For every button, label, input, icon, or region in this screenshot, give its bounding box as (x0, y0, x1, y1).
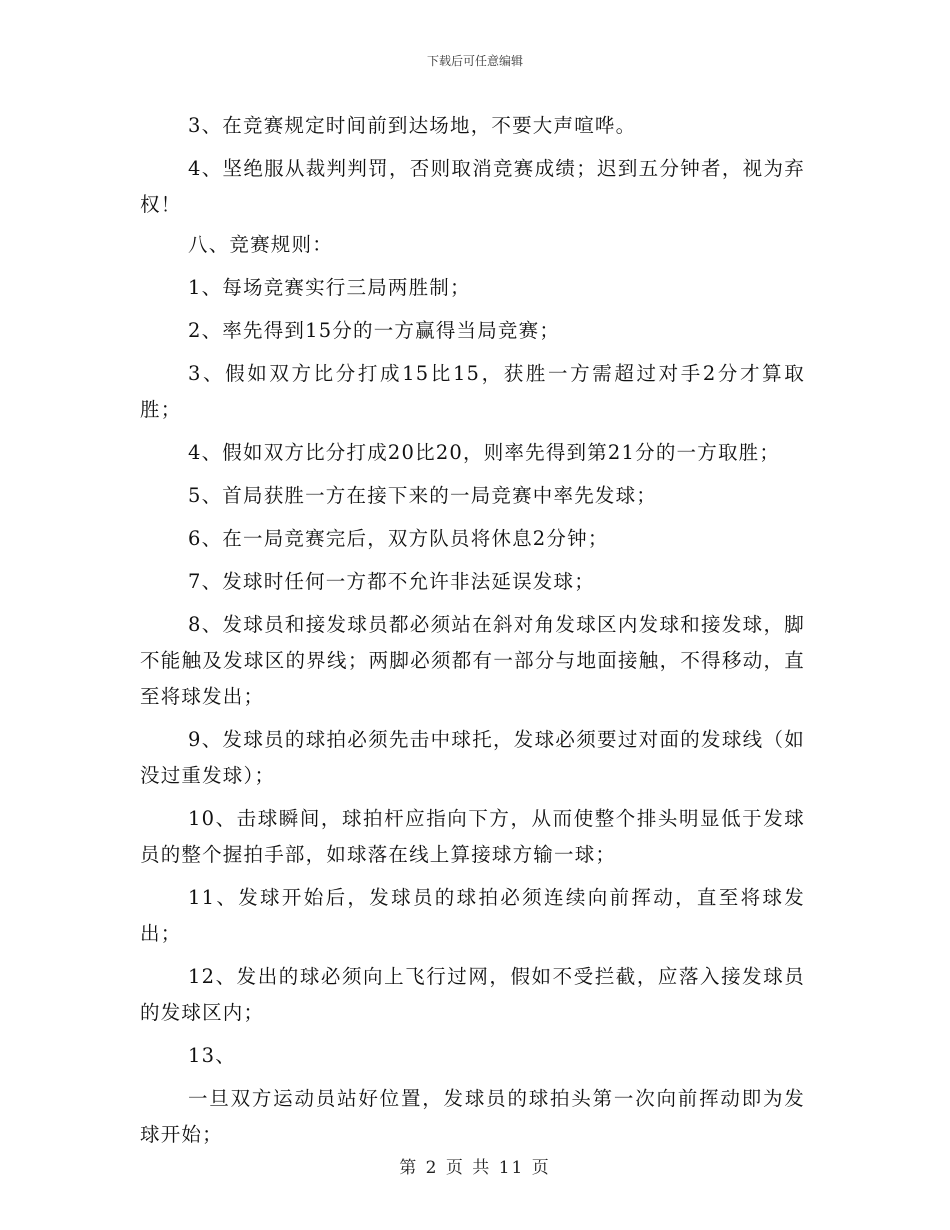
paragraph: 11、发球开始后，发球员的球拍必须连续向前挥动，直至将球发出； (140, 886, 805, 945)
paragraph: 3、在竞赛规定时间前到达场地，不要大声喧哗。 (188, 114, 637, 137)
page-header: 下载后可任意编辑 (426, 54, 523, 68)
paragraph: 3、假如双方比分打成15比15，获胜一方需超过对手2分才算取胜； (140, 362, 805, 421)
document-body (140, 108, 805, 1160)
paragraph: 12、发出的球必须向上飞行过网，假如不受拦截，应落入接发球员的发球区内； (140, 965, 805, 1024)
paragraph: 1、每场竞赛实行三局两胜制； (188, 276, 471, 299)
paragraph: 5、首局获胜一方在接下来的一局竞赛中率先发球； (188, 484, 658, 507)
paragraph: 13、 (188, 1044, 236, 1067)
paragraph: 4、假如双方比分打成20比20，则率先得到第21分的一方取胜； (188, 441, 781, 464)
paragraph: 10、击球瞬间，球拍杆应指向下方，从而使整个排头明显低于发球员的整个握拍手部，如球落在线上算接球方输一球； (140, 807, 805, 866)
paragraph: 9、发球员的球拍必须先击中球托，发球必须要过对面的发球线（如没过重发球）； (140, 728, 805, 787)
paragraph: 7、发球时任何一方都不允许非法延误发球； (188, 570, 595, 593)
section-heading: 八、竞赛规则： (188, 233, 333, 256)
page-number-footer: 第 2 页 共 11 页 (399, 1158, 551, 1178)
paragraph: 4、坚绝服从裁判判罚，否则取消竞赛成绩；迟到五分钟者，视为弃权！ (140, 157, 805, 216)
paragraph: 一旦双方运动员站好位置，发球员的球拍头第一次向前挥动即为发球开始； (140, 1087, 805, 1146)
paragraph: 2、率先得到15分的一方赢得当局竞赛； (188, 319, 561, 342)
paragraph: 8、发球员和接发球员都必须站在斜对角发球区内发球和接发球，脚不能触及发球区的界线；两脚必须都有一部分与地面接触，不得移动，直至将球发出； (140, 613, 805, 708)
paragraph: 6、在一局竞赛完后，双方队员将休息2分钟； (188, 527, 609, 550)
